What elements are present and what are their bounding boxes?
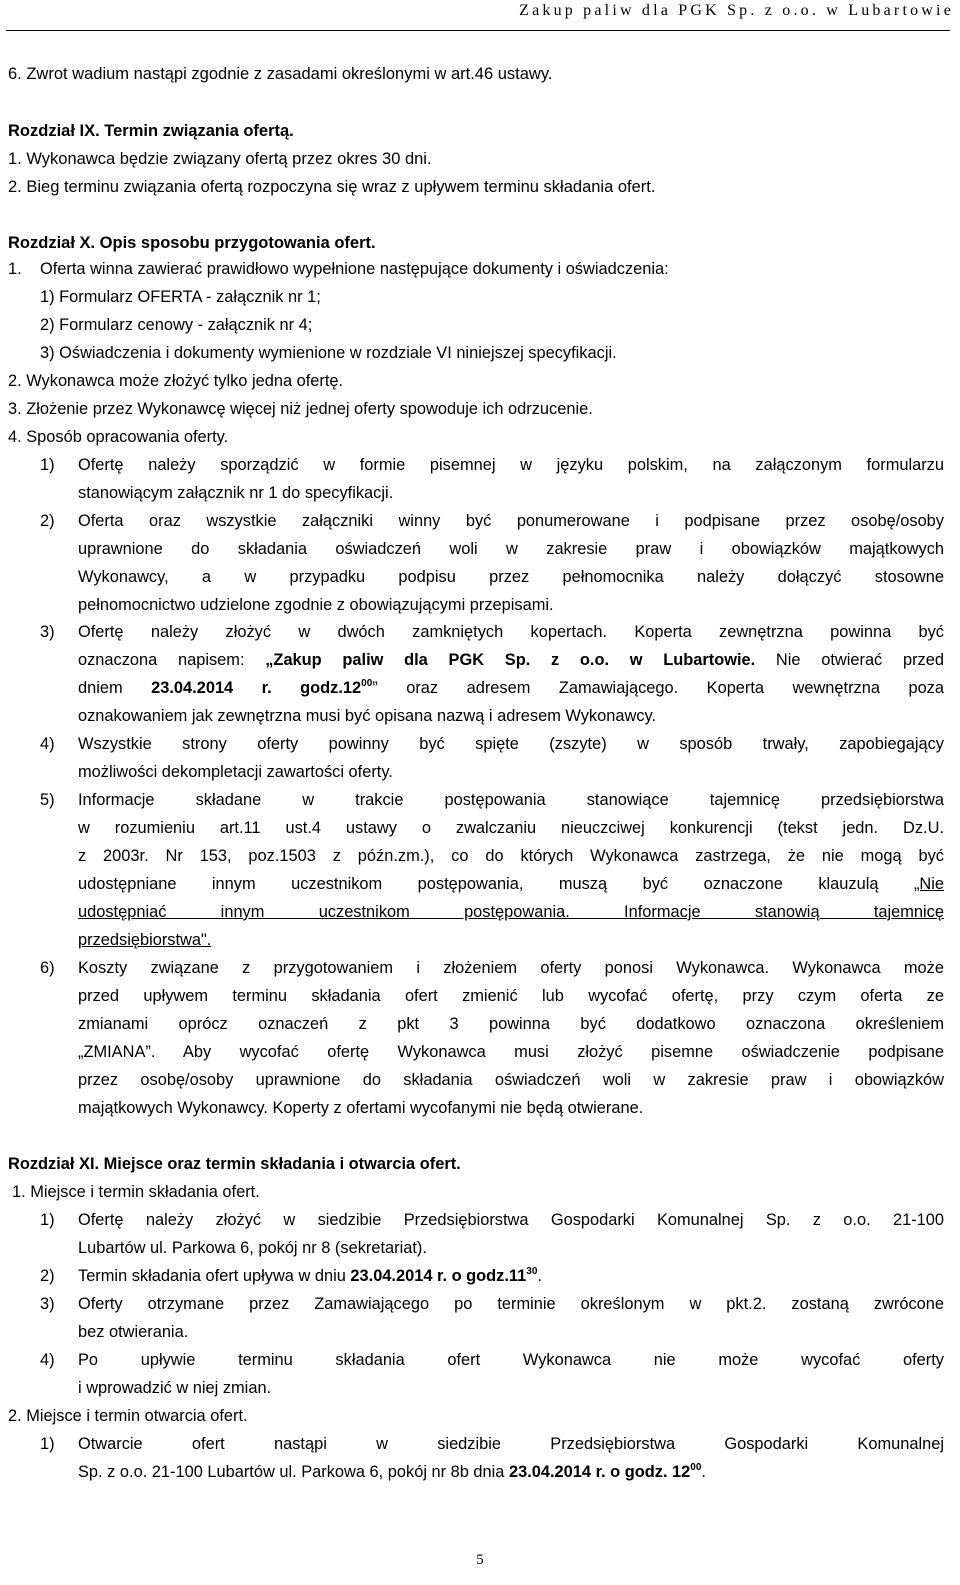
x-item-4-1: 1) Ofertę należy sporządzić w formie pisemnej w języku polskim, na załączonym formularzu stanowiącym załącznik nr 1 do specyfikacji.	[40, 456, 944, 502]
x-item-3: 3. Złożenie przez Wykonawcę więcej niż jednej oferty spowoduje ich odrzucenie.	[8, 400, 593, 418]
envelope-label: „Zakup paliw dla PGK Sp. z o.o. w Lubartowie.	[265, 651, 756, 669]
wadium-return-item: 6. Zwrot wadium nastąpi zgodnie z zasadami określonymi w art.46 ustawy.	[8, 65, 553, 83]
confidentiality-clause: „Nie	[913, 875, 945, 893]
item-number: 2)	[40, 1267, 55, 1285]
xi-item-1-4: 4) Po upływie terminu składania ofert Wykonawca nie może wycofać oferty i wprowadzić w niej zmian.	[40, 1351, 944, 1397]
chapter-x-heading: Rozdział X. Opis sposobu przygotowania ofert.	[8, 234, 376, 252]
running-header: Zakup paliw dla PGK Sp. z o.o. w Lubartowie	[519, 2, 954, 19]
x-item-1-1: 1) Formularz OFERTA - załącznik nr 1;	[40, 288, 321, 306]
x-item-1: Oferta winna zawierać prawidłowo wypełnione następujące dokumenty i oświadczenia:	[40, 260, 669, 278]
item-number: 3)	[40, 623, 55, 641]
item-number: 2)	[40, 512, 55, 530]
submission-deadline: 23.04.2014 r. o godz.11	[350, 1267, 527, 1285]
deadline-date: 23.04.2014 r. godz.12	[151, 679, 362, 697]
item-number: 1)	[40, 1435, 55, 1453]
x-item-4-6: 6) Koszty związane z przygotowaniem i złożeniem oferty ponosi Wykonawca. Wykonawca może przed upływem terminu składania ofert zmienić lub wycofać ofertę, przy czym oferta ze zmianami oprócz oznaczeń z pkt 3 powinna być dodatkowo oznaczona określeniem „ZMIANA”. Aby wycofać ofertę Wykonawca musi złożyć pisemne oświadczenie podpisane przez osobę/osoby uprawnione do składania oświadczeń woli w zakresie praw i obowiązków majątkowych Wykonawcy. Koperty z ofertami wycofanymi nie będą otwierane.	[40, 959, 944, 1117]
item-number: 3)	[40, 1295, 55, 1313]
xi-item-1-3: 3) Oferty otrzymane przez Zamawiającego po terminie określonym w pkt.2. zostaną zwrócone bez otwierania.	[40, 1295, 944, 1341]
chapter-xi-heading: Rozdział XI. Miejsce oraz termin składania i otwarcia ofert.	[8, 1155, 461, 1173]
xi-item-2-1: 1) Otwarcie ofert nastąpi w siedzibie Przedsiębiorstwa Gospodarki Komunalnej Sp. z o.o. 21-100 Lubartów ul. Parkowa 6, pokój nr 8b dnia 23.04.2014 r. o godz. $12^{00}$.	[40, 1435, 944, 1481]
header-rule	[6, 30, 950, 31]
x-item-4: 4. Sposób opracowania oferty.	[8, 428, 229, 446]
xi-item-1-2: 2) Termin składania ofert upływa w dniu 23.04.2014 r. o $godz.11^{30}$.	[40, 1266, 542, 1285]
item-number: 1)	[40, 456, 55, 474]
xi-item-1: 1. Miejsce i termin składania ofert.	[12, 1183, 260, 1201]
item-number: 4)	[40, 735, 55, 753]
item-number: 4)	[40, 1351, 55, 1369]
item-number: 5)	[40, 791, 55, 809]
x-item-4-3: 3) Ofertę należy złożyć w dwóch zamkniętych kopertach. Koperta zewnętrzna powinna być oznaczona napisem: „Zakup paliw dla PGK Sp. z o.o. w Lubartowie. Nie otwierać przed dniem 23.04.2014 r. $godz.12^{00}$” oraz adresem Zamawiającego. Koperta wewnętrzna poza oznakowaniem jak zewnętrzna musi być opisana nazwą i adresem Wykonawcy.	[40, 623, 944, 725]
x-item-1-number: 1.	[8, 260, 22, 278]
item-number: 1)	[40, 1211, 55, 1229]
xi-item-1-1: 1) Ofertę należy złożyć w siedzibie Przedsiębiorstwa Gospodarki Komunalnej Sp. z o.o. 21-100 Lubartów ul. Parkowa 6, pokój nr 8 (sekretariat).	[40, 1211, 944, 1257]
x-item-2: 2. Wykonawca może złożyć tylko jedna ofertę.	[8, 372, 344, 390]
x-item-1-3: 3) Oświadczenia i dokumenty wymienione w rozdziale VI niniejszej specyfikacji.	[40, 344, 617, 362]
x-item-4-2: 2) Oferta oraz wszystkie załączniki winny być ponumerowane i podpisane przez osobę/osoby uprawnione do składania oświadczeń woli w zakresie praw i obowiązków majątkowych Wykonawcy, a w przypadku podpisu przez pełnomocnika należy dołączyć stosowne pełnomocnictwo udzielone zgodnie z obowiązującymi przepisami.	[40, 512, 944, 614]
opening-date: 23.04.2014 r. o godz. 12	[508, 1463, 691, 1481]
ix-item-1: 1. Wykonawca będzie związany ofertą przez okres 30 dni.	[8, 150, 432, 168]
item-number: 6)	[40, 959, 55, 977]
x-item-4-5: 5) Informacje składane w trakcie postępowania stanowiące tajemnicę przedsiębiorstwa w rozumieniu art.11 ust.4 ustawy o zwalczaniu nieuczciwej konkurencji (tekst jedn. Dz.U. z 2003r. Nr 153, poz.1503 z późn.zm.), co do których Wykonawca zastrzega, że nie mogą być udostępniane innym uczestnikom postępowania, muszą być oznaczone klauzulą „Nie udostępniać innym uczestnikom postępowania. Informacje stanowią tajemnicę przedsiębiorstwa".	[40, 791, 945, 949]
chapter-ix-heading: Rozdział IX. Termin związania ofertą.	[8, 122, 294, 140]
x-item-1-2: 2) Formularz cenowy - załącznik nr 4;	[40, 316, 313, 334]
ix-item-2: 2. Bieg terminu związania ofertą rozpoczyna się wraz z upływem terminu składania ofert.	[8, 178, 656, 196]
x-item-4-4: 4) Wszystkie strony oferty powinny być spięte (zszyte) w sposób trwały, zapobiegający możliwości dekompletacji zawartości oferty.	[40, 735, 944, 781]
page-number: 5	[476, 1552, 484, 1568]
xi-item-2: 2. Miejsce i termin otwarcia ofert.	[8, 1407, 248, 1425]
